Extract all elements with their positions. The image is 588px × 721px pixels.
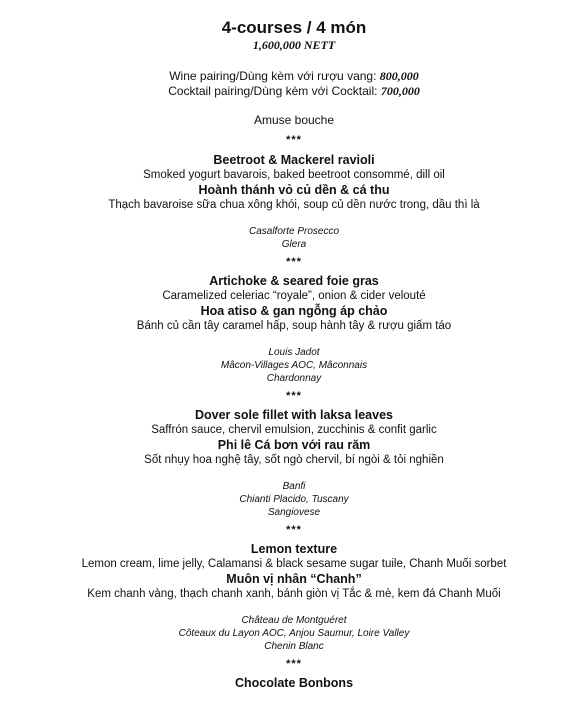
course-desc-en: Smoked yogurt bavarois, baked beetroot consommé, dill oil	[143, 169, 445, 181]
course-desc-vi: Sốt nhụy hoa nghệ tây, sốt ngò chervil, bí ngòi & tỏi nghiền	[144, 454, 444, 466]
course-1	[0, 153, 588, 251]
wine-producer: Banfi	[282, 481, 306, 492]
course-3	[0, 408, 588, 519]
wine-pairing	[0, 69, 588, 84]
cocktail-pairing-price: 700,000	[380, 84, 420, 98]
course-desc-en: Lemon cream, lime jelly, Calamansi & black sesame sugar tuile, Chanh Muối sorbet	[81, 558, 507, 570]
cocktail-pairing-label: Cocktail pairing/Dùng kèm với Cocktail:	[168, 84, 381, 98]
course-name-vi: Hoa atiso & gan ngỗng áp chảo	[200, 304, 388, 318]
course-name-vi: Hoành thánh vỏ củ dền & cá thu	[198, 183, 390, 197]
wine-grape: Sangiovese	[267, 507, 321, 518]
course-desc-vi: Kem chanh vàng, thạch chanh xanh, bánh giòn vị Tắc & mè, kem đá Chanh Muối	[87, 588, 501, 600]
course-name-en: Artichoke & seared foie gras	[209, 274, 379, 288]
course-desc-vi: Bánh củ cần tây caramel hấp, soup hành tây & rượu giấm táo	[136, 320, 452, 332]
course-name-en: Dover sole fillet with laksa leaves	[194, 408, 393, 422]
separator: ***	[286, 256, 302, 268]
wine-producer: Casalforte Prosecco	[248, 226, 340, 237]
menu-price: 1,600,000 NETT	[252, 38, 336, 52]
menu-title: 4-courses / 4 món	[221, 18, 367, 37]
course-name-vi: Phi lê Cá bơn với rau răm	[217, 438, 371, 452]
course-name-en: Beetroot & Mackerel ravioli	[213, 153, 375, 167]
wine-appellation: Mâcon-Villages AOC, Mâconnais	[220, 360, 368, 371]
course-desc-en: Caramelized celeriac “royale”, onion & cider velouté	[162, 290, 426, 302]
wine-appellation: Chianti Placido, Tuscany	[239, 494, 349, 505]
wine-grape: Chardonnay	[266, 373, 322, 384]
separator: ***	[286, 134, 302, 146]
wine-pairing-label: Wine pairing/Dùng kèm với rượu vang:	[169, 69, 380, 83]
course-desc-vi: Thạch bavaroise sữa chua xông khói, soup củ dền nước trong, dầu thì là	[108, 199, 480, 211]
separator: ***	[286, 658, 302, 670]
separator: ***	[286, 390, 302, 402]
course-desc-en: Saffrón sauce, chervil emulsion, zucchinis & confit garlic	[151, 424, 437, 436]
wine-pairing-price: 800,000	[379, 69, 419, 83]
separator: ***	[286, 524, 302, 536]
wine-producer: Louis Jadot	[268, 347, 320, 358]
cocktail-pairing	[0, 84, 588, 99]
spacer	[0, 52, 588, 69]
wine-producer: Château de Montguéret	[241, 615, 347, 626]
course-name-vi: Muôn vị nhân “Chanh”	[226, 572, 362, 586]
wine-grape: Glera	[281, 239, 307, 250]
final-course: Chocolate Bonbons	[234, 676, 354, 690]
amuse-bouche: Amuse bouche	[253, 113, 335, 127]
wine-appellation: Côteaux du Layon AOC, Anjou Saumur, Loire Valley	[178, 628, 410, 639]
course-name-en: Lemon texture	[250, 542, 338, 556]
wine-grape: Chenin Blanc	[264, 641, 324, 652]
course-4	[0, 542, 588, 653]
course-2	[0, 274, 588, 385]
